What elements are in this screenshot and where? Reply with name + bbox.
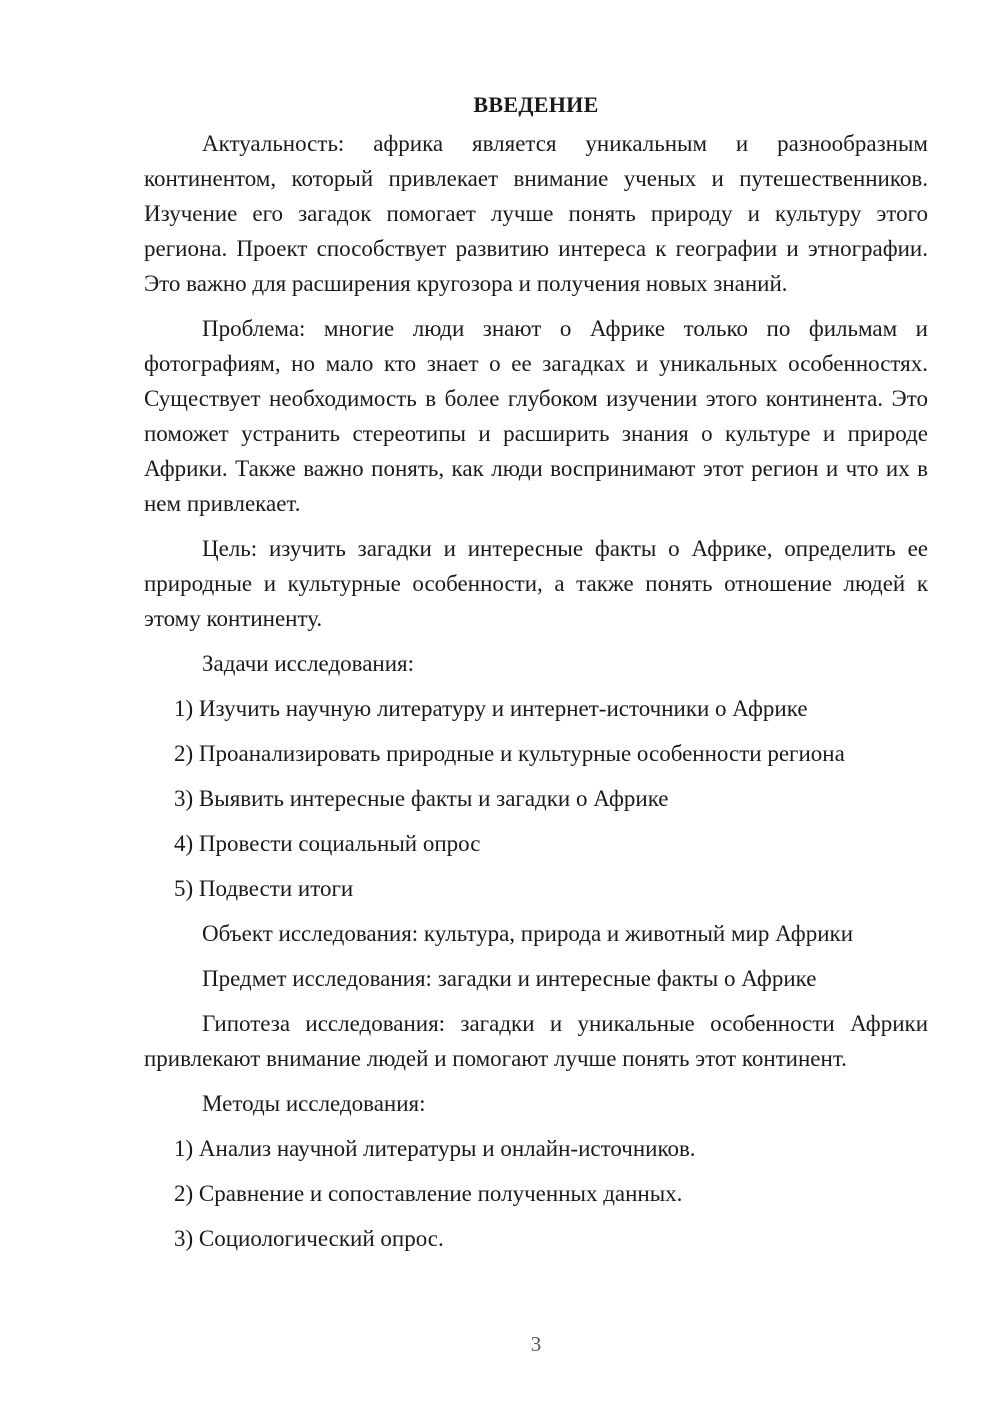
- goal-paragraph: Цель: изучить загадки и интересные факты о Африке, определить ее природные и культурные особенности, а также понять отношение людей к этому континенту.: [144, 536, 928, 631]
- methods-heading: Методы исследования:: [202, 1091, 426, 1116]
- task-item: 2) Проанализировать природные и культурные особенности региона: [174, 741, 845, 766]
- page-content: [144, 90, 928, 1266]
- tasks-list: [144, 691, 928, 906]
- task-item: 3) Выявить интересные факты и загадки о Африке: [174, 786, 669, 811]
- problem-paragraph: Проблема: многие люди знают о Африке только по фильмам и фотографиям, но мало кто знает о ее загадках и уникальных особенностях. Существует необходимость в более глубоком изучении этого континента. Это поможет устранить стереотипы и расширить знания о культуре и природе Африки. Также важно понять, как люди воспринимают этот регион и что их в нем привлекает.: [144, 316, 928, 516]
- research-subject: Предмет исследования: загадки и интересные факты о Африке: [202, 966, 817, 991]
- task-item: 1) Изучить научную литературу и интернет-источники о Африке: [174, 696, 808, 721]
- section-title: ВВЕДЕНИЕ: [473, 92, 599, 117]
- research-object: Объект исследования: культура, природа и животный мир Африки: [202, 921, 853, 946]
- task-item: 5) Подвести итоги: [174, 876, 354, 901]
- method-item: 2) Сравнение и сопоставление полученных данных.: [174, 1181, 683, 1206]
- task-item: 4) Провести социальный опрос: [174, 831, 481, 856]
- method-item: 3) Социологический опрос.: [174, 1226, 444, 1251]
- page-number: 3: [530, 1332, 542, 1356]
- methods-list: [144, 1131, 928, 1256]
- tasks-heading: Задачи исследования:: [202, 651, 415, 676]
- hypothesis-paragraph: Гипотеза исследования: загадки и уникальные особенности Африки привлекают внимание людей и помогают лучше понять этот континент.: [144, 1011, 928, 1071]
- relevance-paragraph: Актуальность: африка является уникальным и разнообразным континентом, который привлекает внимание ученых и путешественников. Изучение его загадок помогает лучше понять природу и культуру этого региона. Проект способствует развитию интереса к географии и этнографии. Это важно для расширения кругозора и получения новых знаний.: [144, 131, 928, 296]
- method-item: 1) Анализ научной литературы и онлайн-источников.: [174, 1136, 696, 1161]
